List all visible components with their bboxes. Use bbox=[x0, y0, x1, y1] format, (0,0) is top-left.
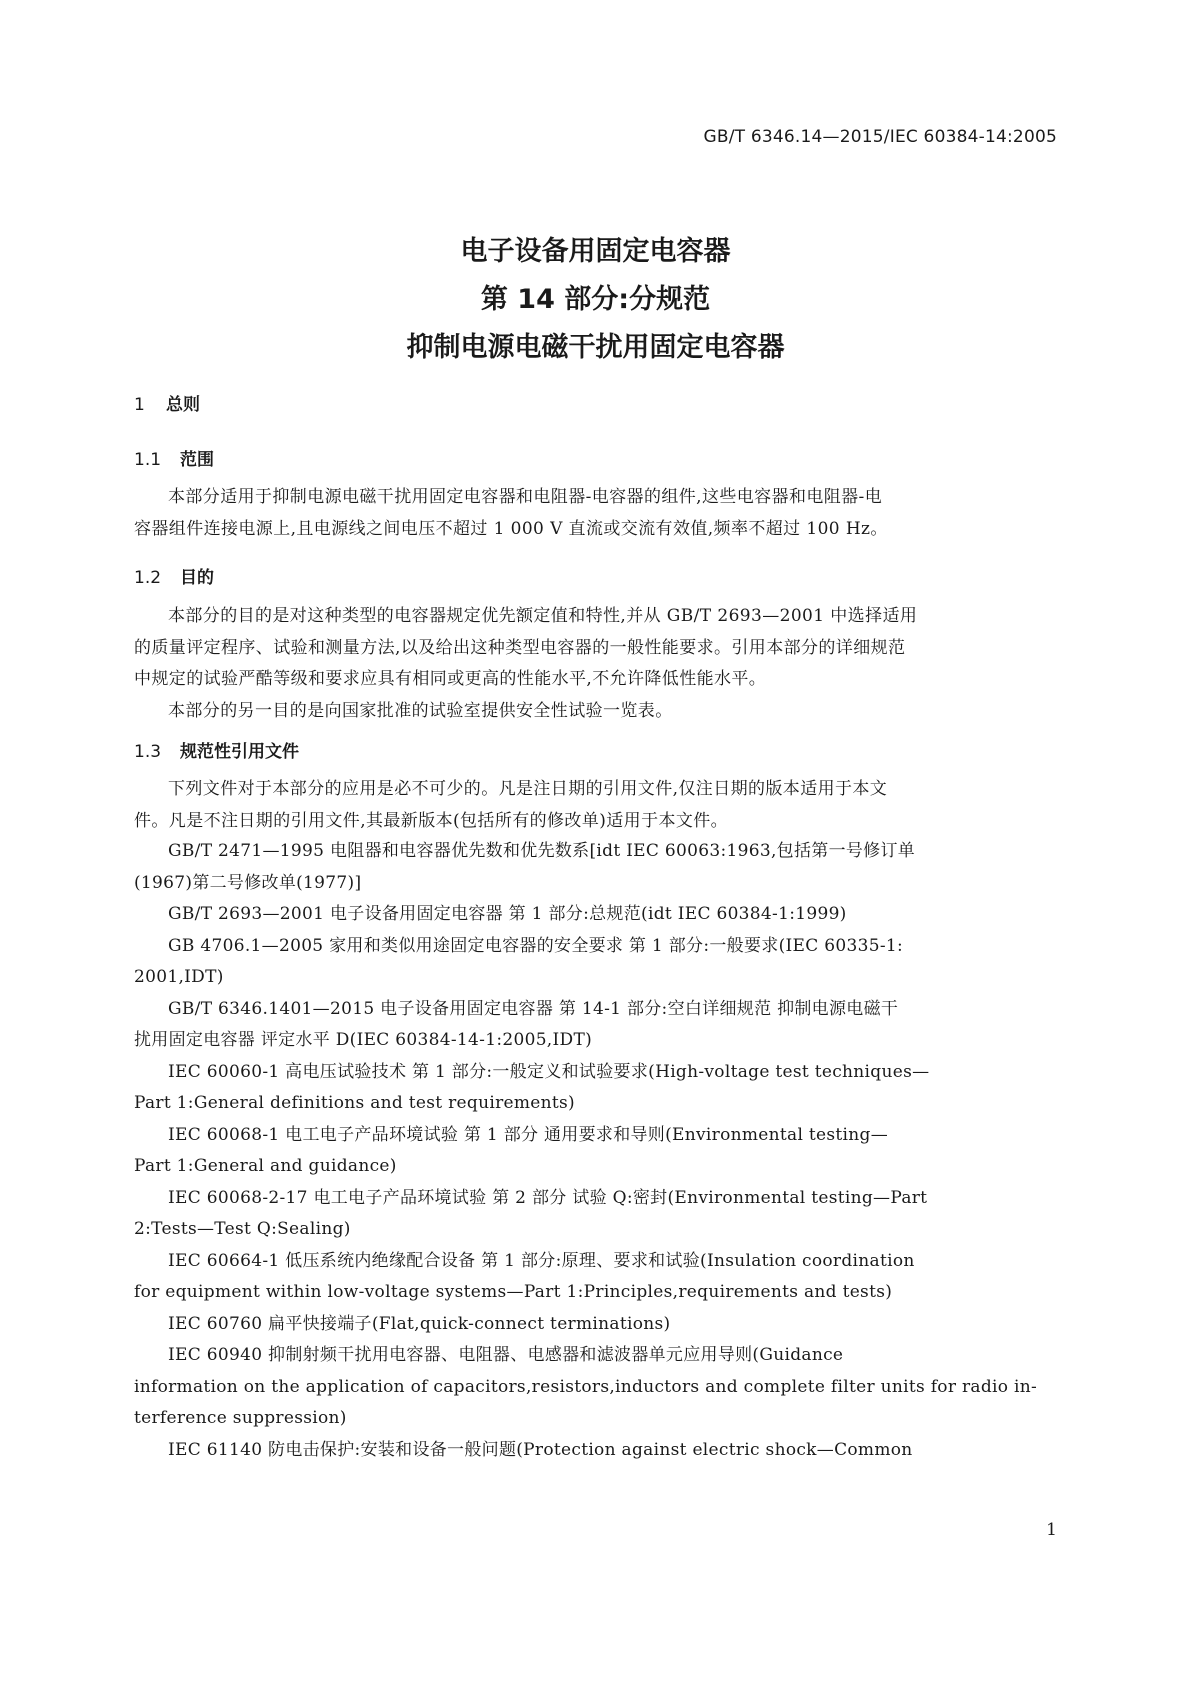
heading-section-1-3 bbox=[134, 737, 299, 762]
title-line-3: 抑制电源电磁干扰用固定电容器 bbox=[406, 332, 785, 363]
reference-line: GB/T 2693—2001 电子设备用固定电容器 第 1 部分:总规范(idt IEC 60384-1:1999) bbox=[168, 904, 847, 924]
paragraph-line: 下列文件对于本部分的应用是必不可少的。凡是注日期的引用文件,仅注日期的版本适用于本文 bbox=[168, 779, 888, 799]
reference-line: 扰用固定电容器 评定水平 D(IEC 60384-14-1:2005,IDT) bbox=[134, 1030, 593, 1050]
reference-entry bbox=[134, 1183, 1057, 1246]
reference-line: IEC 60068-1 电工电子产品环境试验 第 1 部分 通用要求和导则(Environmental testing— bbox=[168, 1124, 889, 1145]
paragraph-line: 本部分的目的是对这种类型的电容器规定优先额定值和特性,并从 GB/T 2693—2001 中选择适用 bbox=[168, 606, 918, 626]
reference-line: IEC 60068-2-17 电工电子产品环境试验 第 2 部分 试验 Q:密封(Environmental testing—Part bbox=[168, 1187, 928, 1208]
section-number: 1.3 bbox=[134, 742, 162, 762]
reference-entry bbox=[134, 899, 1057, 931]
purpose-paragraph bbox=[134, 601, 1057, 727]
heading-section-1-2 bbox=[134, 563, 214, 588]
reference-entry bbox=[134, 1309, 1057, 1341]
reference-line: GB/T 2471—1995 电阻器和电容器优先数和优先数系[idt IEC 60063:1963,包括第一号修订单 bbox=[168, 841, 916, 861]
section-title: 总则 bbox=[166, 395, 200, 415]
reference-line: GB 4706.1—2005 家用和类似用途固定电容器的安全要求 第 1 部分:一般要求(IEC 60335-1: bbox=[168, 935, 904, 956]
reference-line: 2:Tests—Test Q:Sealing) bbox=[134, 1219, 351, 1239]
heading-section-1-1 bbox=[134, 445, 214, 470]
reference-line: information on the application of capacitors,resistors,inductors and complete filter units for radio in- bbox=[134, 1376, 1038, 1397]
title-line-2: 第 14 部分:分规范 bbox=[480, 284, 711, 315]
heading-section-1 bbox=[134, 390, 200, 415]
reference-entry bbox=[134, 994, 1057, 1057]
section-number: 1 bbox=[134, 395, 145, 415]
paragraph-line: 中规定的试验严酷等级和要求应具有相同或更高的性能水平,不允许降低性能水平。 bbox=[134, 669, 767, 689]
references-intro-paragraph bbox=[134, 774, 1057, 837]
reference-line: Part 1:General definitions and test requirements) bbox=[134, 1093, 575, 1113]
paragraph-line: 本部分的另一目的是向国家批准的试验室提供安全性试验一览表。 bbox=[168, 700, 673, 721]
reference-entry bbox=[134, 1340, 1057, 1435]
paragraph-line: 件。凡是不注日期的引用文件,其最新版本(包括所有的修改单)适用于本文件。 bbox=[134, 810, 729, 831]
reference-entry bbox=[134, 1057, 1057, 1120]
reference-line: IEC 60060-1 高电压试验技术 第 1 部分:一般定义和试验要求(High-voltage test techniques— bbox=[168, 1061, 930, 1082]
normative-references-list bbox=[134, 836, 1057, 1466]
standard-code: GB/T 6346.14—2015/IEC 60384-14:2005 bbox=[703, 127, 1057, 147]
reference-line: Part 1:General and guidance) bbox=[134, 1156, 397, 1176]
reference-line: IEC 60760 扁平快接端子(Flat,quick-connect terminations) bbox=[168, 1313, 671, 1334]
reference-entry bbox=[134, 931, 1057, 994]
reference-entry bbox=[134, 1246, 1057, 1309]
reference-line: IEC 60940 抑制射频干扰用电容器、电阻器、电感器和滤波器单元应用导则(Guidance bbox=[168, 1345, 844, 1365]
reference-line: (1967)第二号修改单(1977)] bbox=[134, 872, 362, 893]
section-title: 目的 bbox=[180, 568, 214, 588]
reference-line: terference suppression) bbox=[134, 1408, 347, 1428]
section-number: 1.1 bbox=[134, 450, 162, 470]
page-number: 1 bbox=[1046, 1520, 1057, 1540]
reference-entry bbox=[134, 1120, 1057, 1183]
section-title: 范围 bbox=[180, 450, 214, 470]
reference-line: IEC 60664-1 低压系统内绝缘配合设备 第 1 部分:原理、要求和试验(Insulation coordination bbox=[168, 1250, 915, 1271]
document-title bbox=[0, 228, 1191, 372]
title-line-1: 电子设备用固定电容器 bbox=[460, 236, 731, 267]
reference-entry bbox=[134, 1435, 1057, 1467]
reference-line: GB/T 6346.1401—2015 电子设备用固定电容器 第 14-1 部分:空白详细规范 抑制电源电磁干 bbox=[168, 998, 899, 1019]
paragraph-line: 本部分适用于抑制电源电磁干扰用固定电容器和电阻器-电容器的组件,这些电容器和电阻器-电 bbox=[168, 487, 883, 507]
reference-entry bbox=[134, 836, 1057, 899]
scope-paragraph bbox=[134, 482, 1057, 545]
reference-line: 2001,IDT) bbox=[134, 967, 224, 987]
paragraph-line: 的质量评定程序、试验和测量方法,以及给出这种类型电容器的一般性能要求。引用本部分的详细规范 bbox=[134, 637, 906, 658]
reference-line: for equipment within low-voltage systems—Part 1:Principles,requirements and tests) bbox=[134, 1282, 893, 1302]
reference-line: IEC 61140 防电击保护:安装和设备一般问题(Protection against electric shock—Common bbox=[168, 1439, 913, 1460]
paragraph-line: 容器组件连接电源上,且电源线之间电压不超过 1 000 V 直流或交流有效值,频率不超过 100 Hz。 bbox=[134, 518, 888, 539]
section-number: 1.2 bbox=[134, 568, 162, 588]
section-title: 规范性引用文件 bbox=[180, 742, 299, 762]
